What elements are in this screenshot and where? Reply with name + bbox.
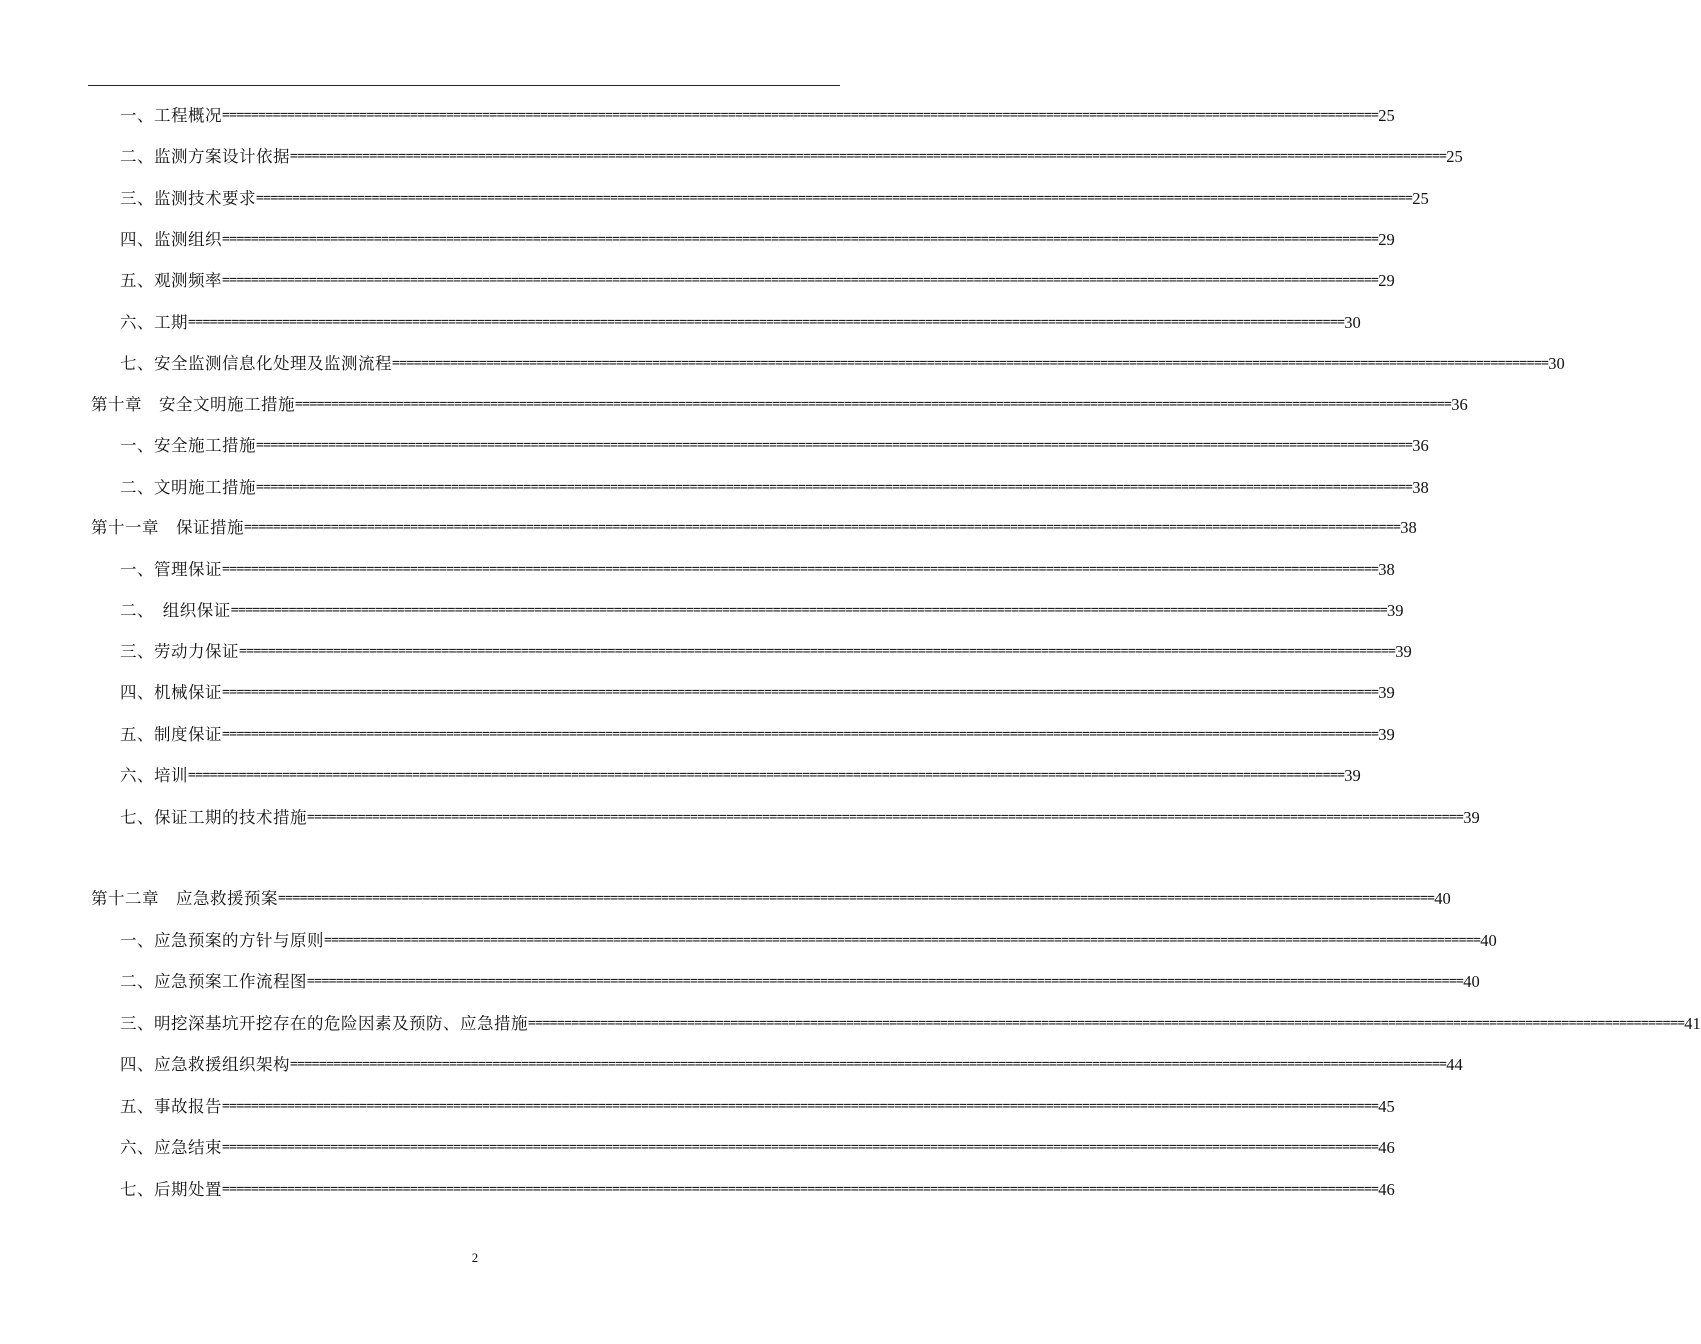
- toc-entry[interactable]: [120, 1177, 1395, 1203]
- toc-page: 40: [1434, 889, 1451, 908]
- toc-leader: ================================================================================================================================================================: [256, 438, 1413, 453]
- toc-label: 二、监测方案设计依据: [120, 147, 290, 166]
- toc-label: 七、保证工期的技术措施: [120, 808, 307, 827]
- toc-label: 三、监测技术要求: [120, 189, 256, 208]
- toc-page: 46: [1378, 1138, 1395, 1157]
- toc-leader: ================================================================================================================================================================: [222, 232, 1379, 247]
- toc-leader: ================================================================================================================================================================: [222, 1140, 1379, 1155]
- toc-leader: ================================================================================================================================================================: [295, 397, 1452, 412]
- toc-label: 一、管理保证: [120, 560, 222, 579]
- toc-leader: ================================================================================================================================================================: [256, 191, 1413, 206]
- toc-entry[interactable]: [120, 722, 1395, 748]
- toc-page: 29: [1378, 230, 1395, 249]
- toc-chapter-entry[interactable]: [91, 515, 1417, 541]
- toc-leader: ================================================================================================================================================================: [307, 810, 1464, 825]
- toc-leader: ================================================================================================================================================================: [256, 480, 1413, 495]
- toc-page: 46: [1378, 1180, 1395, 1199]
- toc-page: 39: [1344, 766, 1361, 785]
- page-number: 2: [471, 1250, 479, 1265]
- toc-entry[interactable]: [120, 268, 1395, 294]
- toc-leader: ================================================================================================================================================================: [222, 108, 1379, 123]
- toc-label: 五、制度保证: [120, 725, 222, 744]
- toc-page: 36: [1451, 395, 1468, 414]
- toc-chapter-entry[interactable]: [91, 886, 1451, 912]
- toc-entry[interactable]: [120, 227, 1395, 253]
- toc-entry[interactable]: [120, 433, 1429, 459]
- toc-label: 三、明挖深基坑开挖存在的危险因素及预防、应急措施: [120, 1014, 528, 1033]
- toc-label: 五、观测频率: [120, 271, 222, 290]
- toc-entry[interactable]: [120, 1052, 1463, 1078]
- toc-page: 39: [1463, 808, 1480, 827]
- toc-leader: ================================================================================================================================================================: [307, 974, 1464, 989]
- toc-label: 第十一章 保证措施: [91, 518, 244, 537]
- toc-label: 四、监测组织: [120, 230, 222, 249]
- toc-page: 36: [1412, 436, 1429, 455]
- toc-leader: ================================================================================================================================================================: [239, 644, 1396, 659]
- toc-page: 30: [1344, 313, 1361, 332]
- toc-leader: ================================================================================================================================================================: [222, 685, 1379, 700]
- toc-page: 40: [1480, 931, 1497, 950]
- toc-page: 45: [1378, 1097, 1395, 1116]
- toc-label: 六、应急结束: [120, 1138, 222, 1157]
- toc-page: 39: [1395, 642, 1412, 661]
- toc-entry[interactable]: [120, 1135, 1395, 1161]
- toc-label: 四、机械保证: [120, 683, 222, 702]
- toc-page: 44: [1446, 1055, 1463, 1074]
- toc-page: 30: [1548, 354, 1565, 373]
- toc-label: 四、应急救援组织架构: [120, 1055, 290, 1074]
- toc-label: 二、文明施工措施: [120, 478, 256, 497]
- toc-leader: ================================================================================================================================================================: [528, 1016, 1685, 1031]
- toc-label: 一、应急预案的方针与原则: [120, 931, 324, 950]
- toc-page: 39: [1378, 683, 1395, 702]
- toc-leader: ================================================================================================================================================================: [244, 520, 1401, 535]
- toc-page: 39: [1387, 601, 1404, 620]
- toc-page: 38: [1412, 478, 1429, 497]
- toc-entry[interactable]: [120, 475, 1429, 501]
- toc-leader: ================================================================================================================================================================: [290, 1057, 1447, 1072]
- toc-page: 39: [1378, 725, 1395, 744]
- toc-entry[interactable]: [120, 103, 1395, 129]
- toc-leader: ================================================================================================================================================================: [222, 727, 1379, 742]
- toc-page: 29: [1378, 271, 1395, 290]
- toc-page: 25: [1412, 189, 1429, 208]
- toc-entry[interactable]: [120, 969, 1480, 995]
- toc-label: 第十章 安全文明施工措施: [91, 395, 295, 414]
- toc-entry[interactable]: [120, 598, 1404, 624]
- toc-entry[interactable]: [120, 639, 1412, 665]
- toc-entry[interactable]: [120, 1094, 1395, 1120]
- toc-entry[interactable]: [120, 1011, 1701, 1037]
- toc-leader: ================================================================================================================================================================: [324, 933, 1481, 948]
- toc-label: 二、 组织保证: [120, 601, 231, 620]
- toc-leader: ================================================================================================================================================================: [188, 315, 1345, 330]
- toc-entry[interactable]: [120, 680, 1395, 706]
- header-rule: [88, 85, 840, 86]
- toc-page: 38: [1400, 518, 1417, 537]
- toc-entry[interactable]: [120, 186, 1429, 212]
- toc-label: 六、工期: [120, 313, 188, 332]
- toc-page: 41: [1684, 1014, 1701, 1033]
- toc-chapter-entry[interactable]: [91, 392, 1468, 418]
- toc-entry[interactable]: [120, 928, 1497, 954]
- toc-page: 40: [1463, 972, 1480, 991]
- toc-leader: ================================================================================================================================================================: [222, 1182, 1379, 1197]
- toc-entry[interactable]: [120, 805, 1480, 831]
- toc-label: 二、应急预案工作流程图: [120, 972, 307, 991]
- toc-entry[interactable]: [120, 144, 1463, 170]
- toc-leader: ================================================================================================================================================================: [222, 562, 1379, 577]
- toc-label: 七、安全监测信息化处理及监测流程: [120, 354, 392, 373]
- toc-leader: ================================================================================================================================================================: [230, 603, 1388, 618]
- toc-leader: ================================================================================================================================================================: [392, 356, 1549, 371]
- toc-label: 三、劳动力保证: [120, 642, 239, 661]
- toc-page: 25: [1378, 106, 1395, 125]
- toc-leader: ================================================================================================================================================================: [290, 149, 1447, 164]
- toc-leader: ================================================================================================================================================================: [188, 768, 1345, 783]
- toc-label: 一、工程概况: [120, 106, 222, 125]
- toc-entry[interactable]: [120, 310, 1361, 336]
- toc-leader: ================================================================================================================================================================: [278, 891, 1435, 906]
- toc-label: 七、后期处置: [120, 1180, 222, 1199]
- toc-label: 一、安全施工措施: [120, 436, 256, 455]
- toc-entry[interactable]: [120, 351, 1565, 377]
- toc-label: 六、培训: [120, 766, 188, 785]
- toc-page: 25: [1446, 147, 1463, 166]
- toc-entry[interactable]: [120, 557, 1395, 583]
- toc-label: 五、事故报告: [120, 1097, 222, 1116]
- toc-page: 38: [1378, 560, 1395, 579]
- toc-entry[interactable]: [120, 763, 1361, 789]
- toc-leader: ================================================================================================================================================================: [222, 273, 1379, 288]
- toc-leader: ================================================================================================================================================================: [222, 1099, 1379, 1114]
- toc-label: 第十二章 应急救援预案: [91, 889, 278, 908]
